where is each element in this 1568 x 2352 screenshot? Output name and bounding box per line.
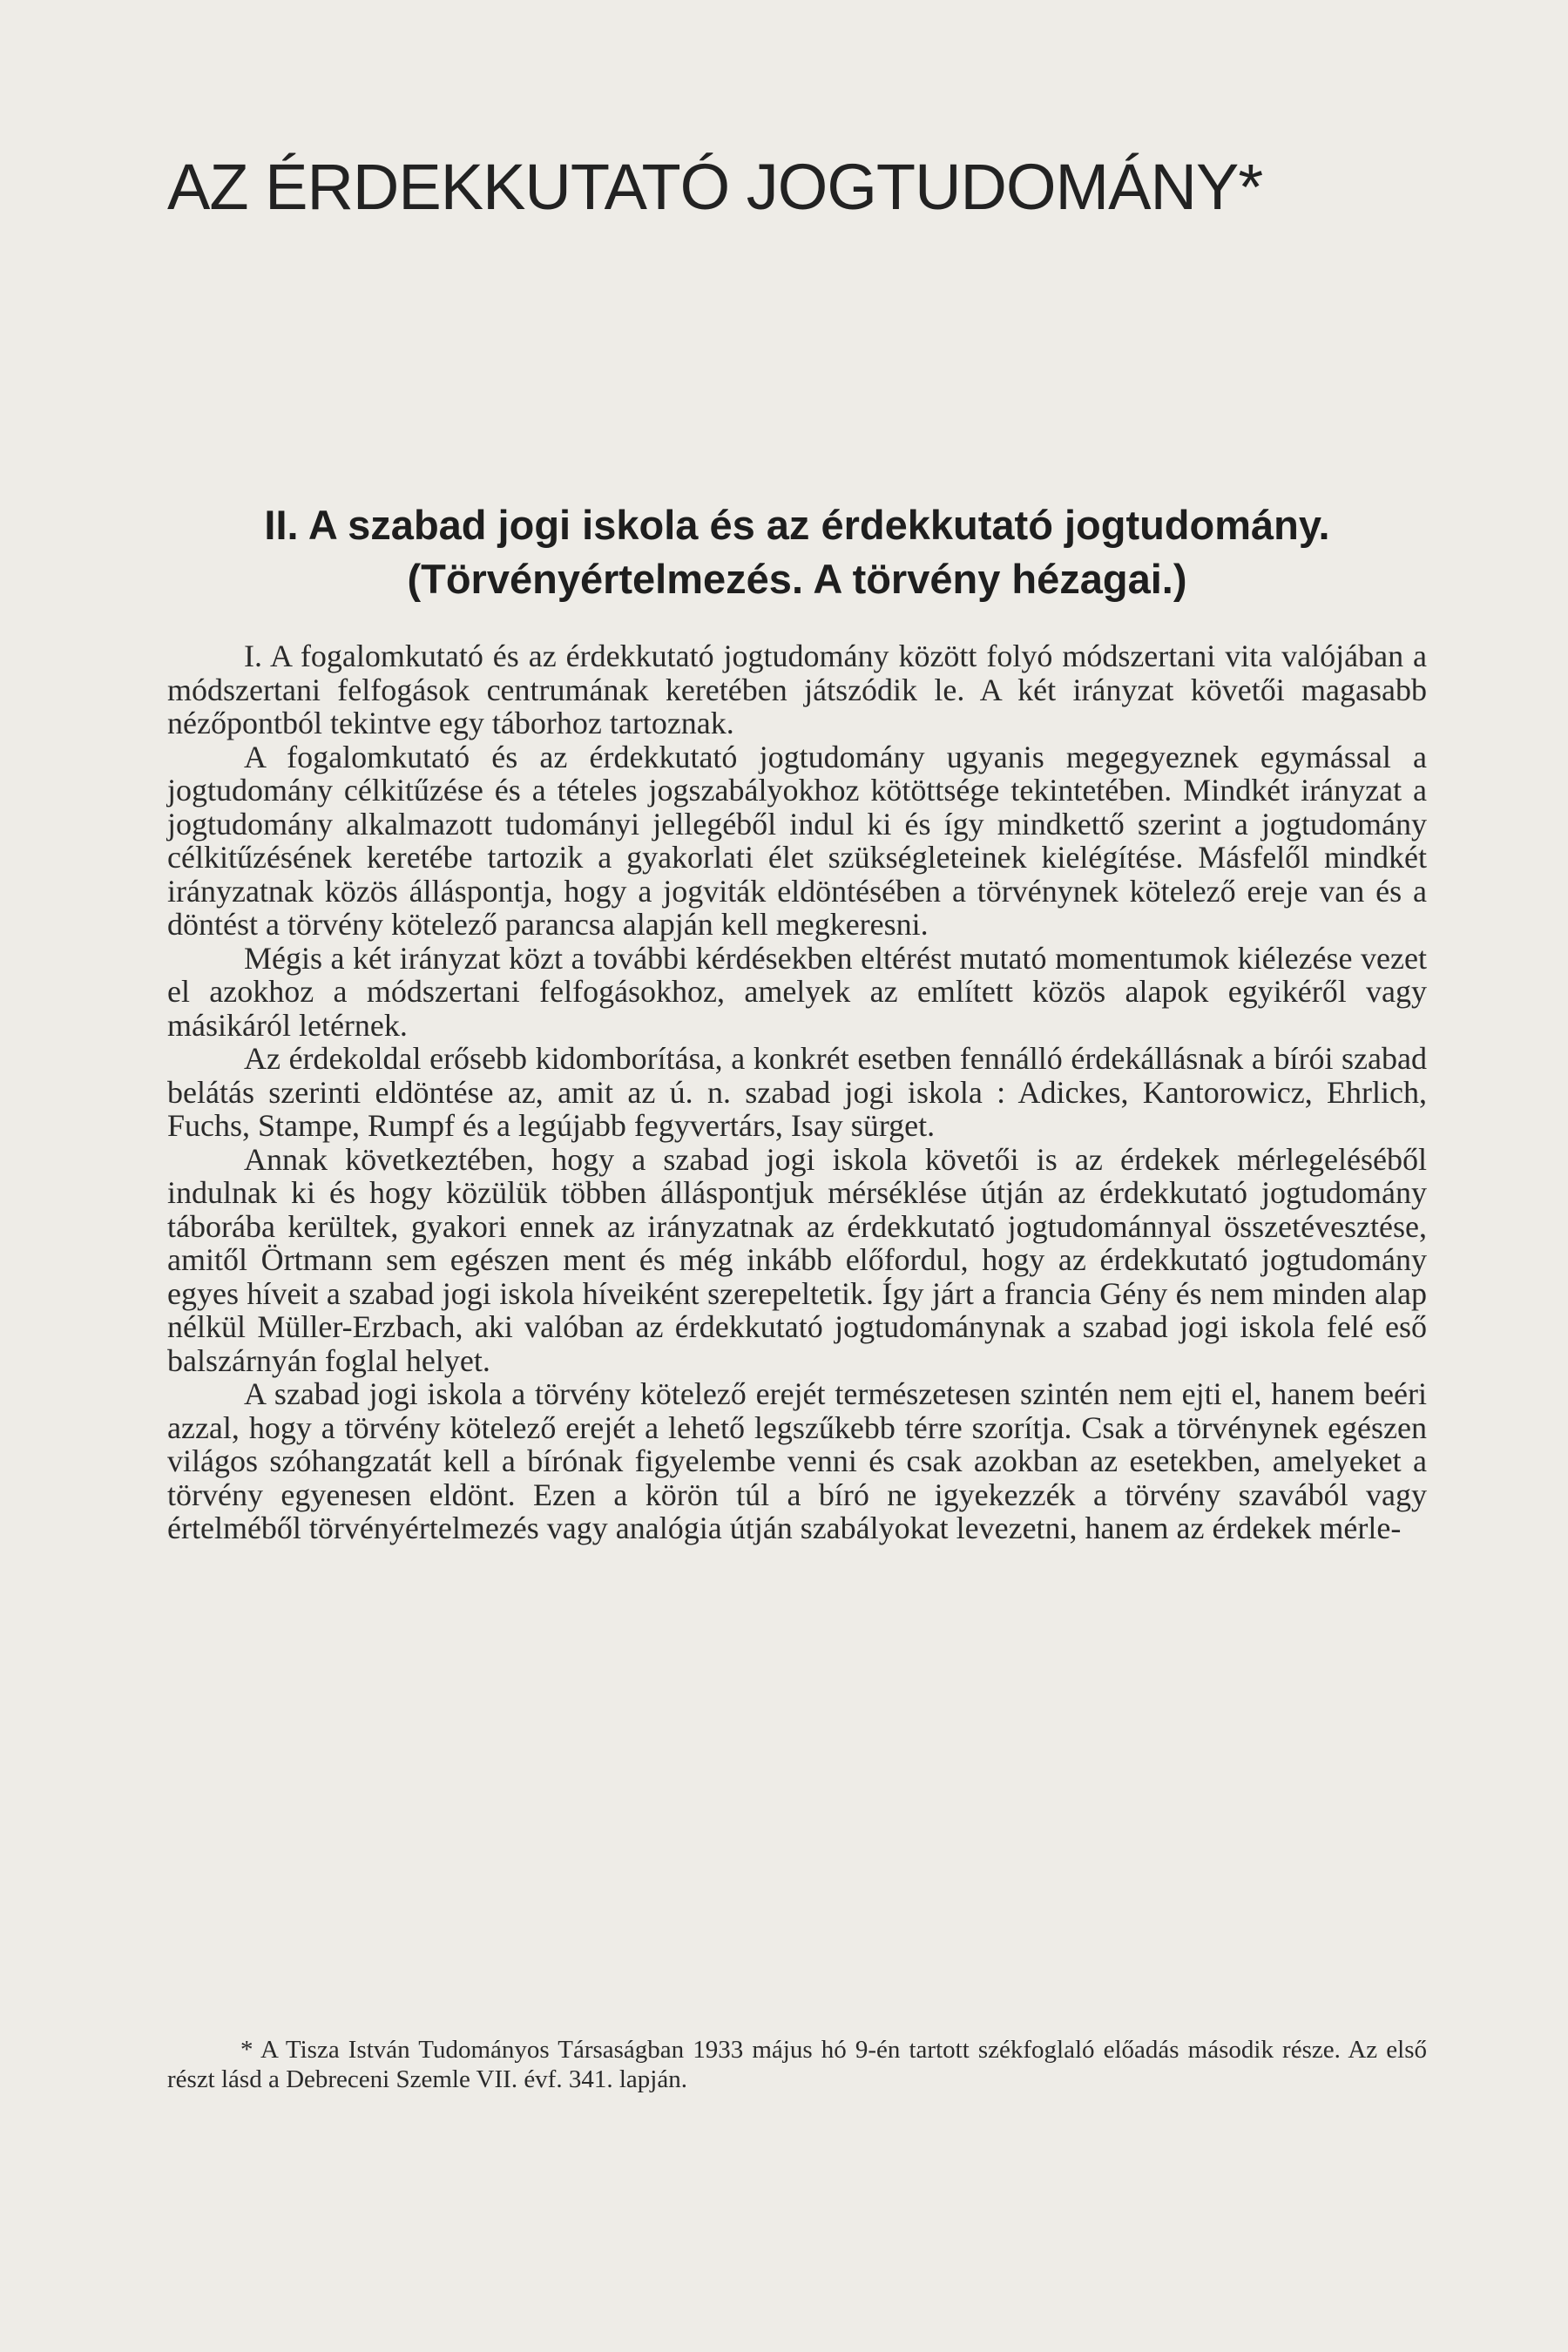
article-title: AZ ÉRDEKKUTATÓ JOGTUDOMÁNY*	[167, 151, 1263, 223]
footnote: * A Tisza István Tudományos Társaságban 1933 május hó 9-én tartott székfoglaló előadás második része. Az első részt lásd a Debreceni Szemle VII. évf. 341. lapján.	[167, 2036, 1427, 2093]
paragraph: A fogalomkutató és az érdekkutató jogtudomány ugyanis megegyeznek egymással a jogtudomány célkitűzése és a tételes jogszabályokhoz kötöttsége tekintetében. Mindkét irányzat a jogtudomány alkalmazott tudományi jellegéből indul ki és így mindkettő szerint a jogtudomány célkitűzésének keretébe tartozik a gyakorlati élet szükségleteinek kielégítése. Másfelől mindkét irányzatnak közös álláspontja, hogy a jogviták eldöntésében a törvénynek kötelező ereje van és a döntést a törvény kötelező parancsa alapján kell megkeresni.	[167, 739, 1427, 942]
section-heading-line-2: (Törvényértelmezés. A törvény hézagai.)	[407, 556, 1187, 602]
section-heading-line-1: II. A szabad jogi iskola és az érdekkutató jogtudomány.	[264, 502, 1330, 548]
paragraph: A szabad jogi iskola a törvény kötelező erejét természetesen szintén nem ejti el, hanem beéri azzal, hogy a törvény kötelező erejét a lehető legszűkebb térre szorítja. Csak a törvénynek egészen világos szóhangzatát kell a bírónak figyelembe venni és csak azokban az esetekben, amelyeket a törvény egyenesen eldönt. Ezen a körön túl a bíró ne igyekezzék a törvény szavából vagy értelméből törvényértelmezés vagy analógia útján szabályokat levezetni, hanem az érdekek mérle-	[167, 1376, 1427, 1545]
paragraph: Az érdekoldal erősebb kidomborítása, a konkrét esetben fennálló érdekállásnak a bírói szabad belátás szerinti eldöntése az, amit az ú. n. szabad jogi iskola : Adickes, Kantorowicz, Ehrlich, Fuchs, Stampe, Rumpf és a legújabb fegyvertárs, Isay sürget.	[167, 1041, 1427, 1143]
paragraph: Annak következtében, hogy a szabad jogi iskola követői is az érdekek mérlegeléséből indulnak ki és hogy közülük többen álláspontjuk mérséklése útján az érdekkutató jogtudomány táborába kerültek, gyakori ennek az irányzatnak az érdekkutató jogtudománnyal összetévesztése, amitől Örtmann sem egészen ment és még inkább előfordul, hogy az érdekkutató jogtudomány egyes híveit a szabad jogi iskola híveiként szerepeltetik. Így járt a francia Gény és nem minden alap nélkül Müller-Erzbach, aki valóban az érdekkutató jogtudománynak a szabad jogi iskola felé eső balszárnyán foglal helyet.	[167, 1141, 1427, 1378]
paragraph: I. A fogalomkutató és az érdekkutató jogtudomány között folyó módszertani vita valójában a módszertani felfogások centrumának keretében játszódik le. A két irányzat követői magasabb nézőpontból tekintve egy táborhoz tartoznak.	[167, 639, 1427, 740]
section-heading	[167, 498, 1427, 606]
body-text	[167, 639, 1427, 1545]
paragraph: Mégis a két irányzat közt a további kérdésekben eltérést mutató momentumok kiélezése vezet el azokhoz a módszertani felfogásokhoz, amelyek az említett közös alapok egyikéről vagy másikáról letérnek.	[167, 940, 1427, 1043]
